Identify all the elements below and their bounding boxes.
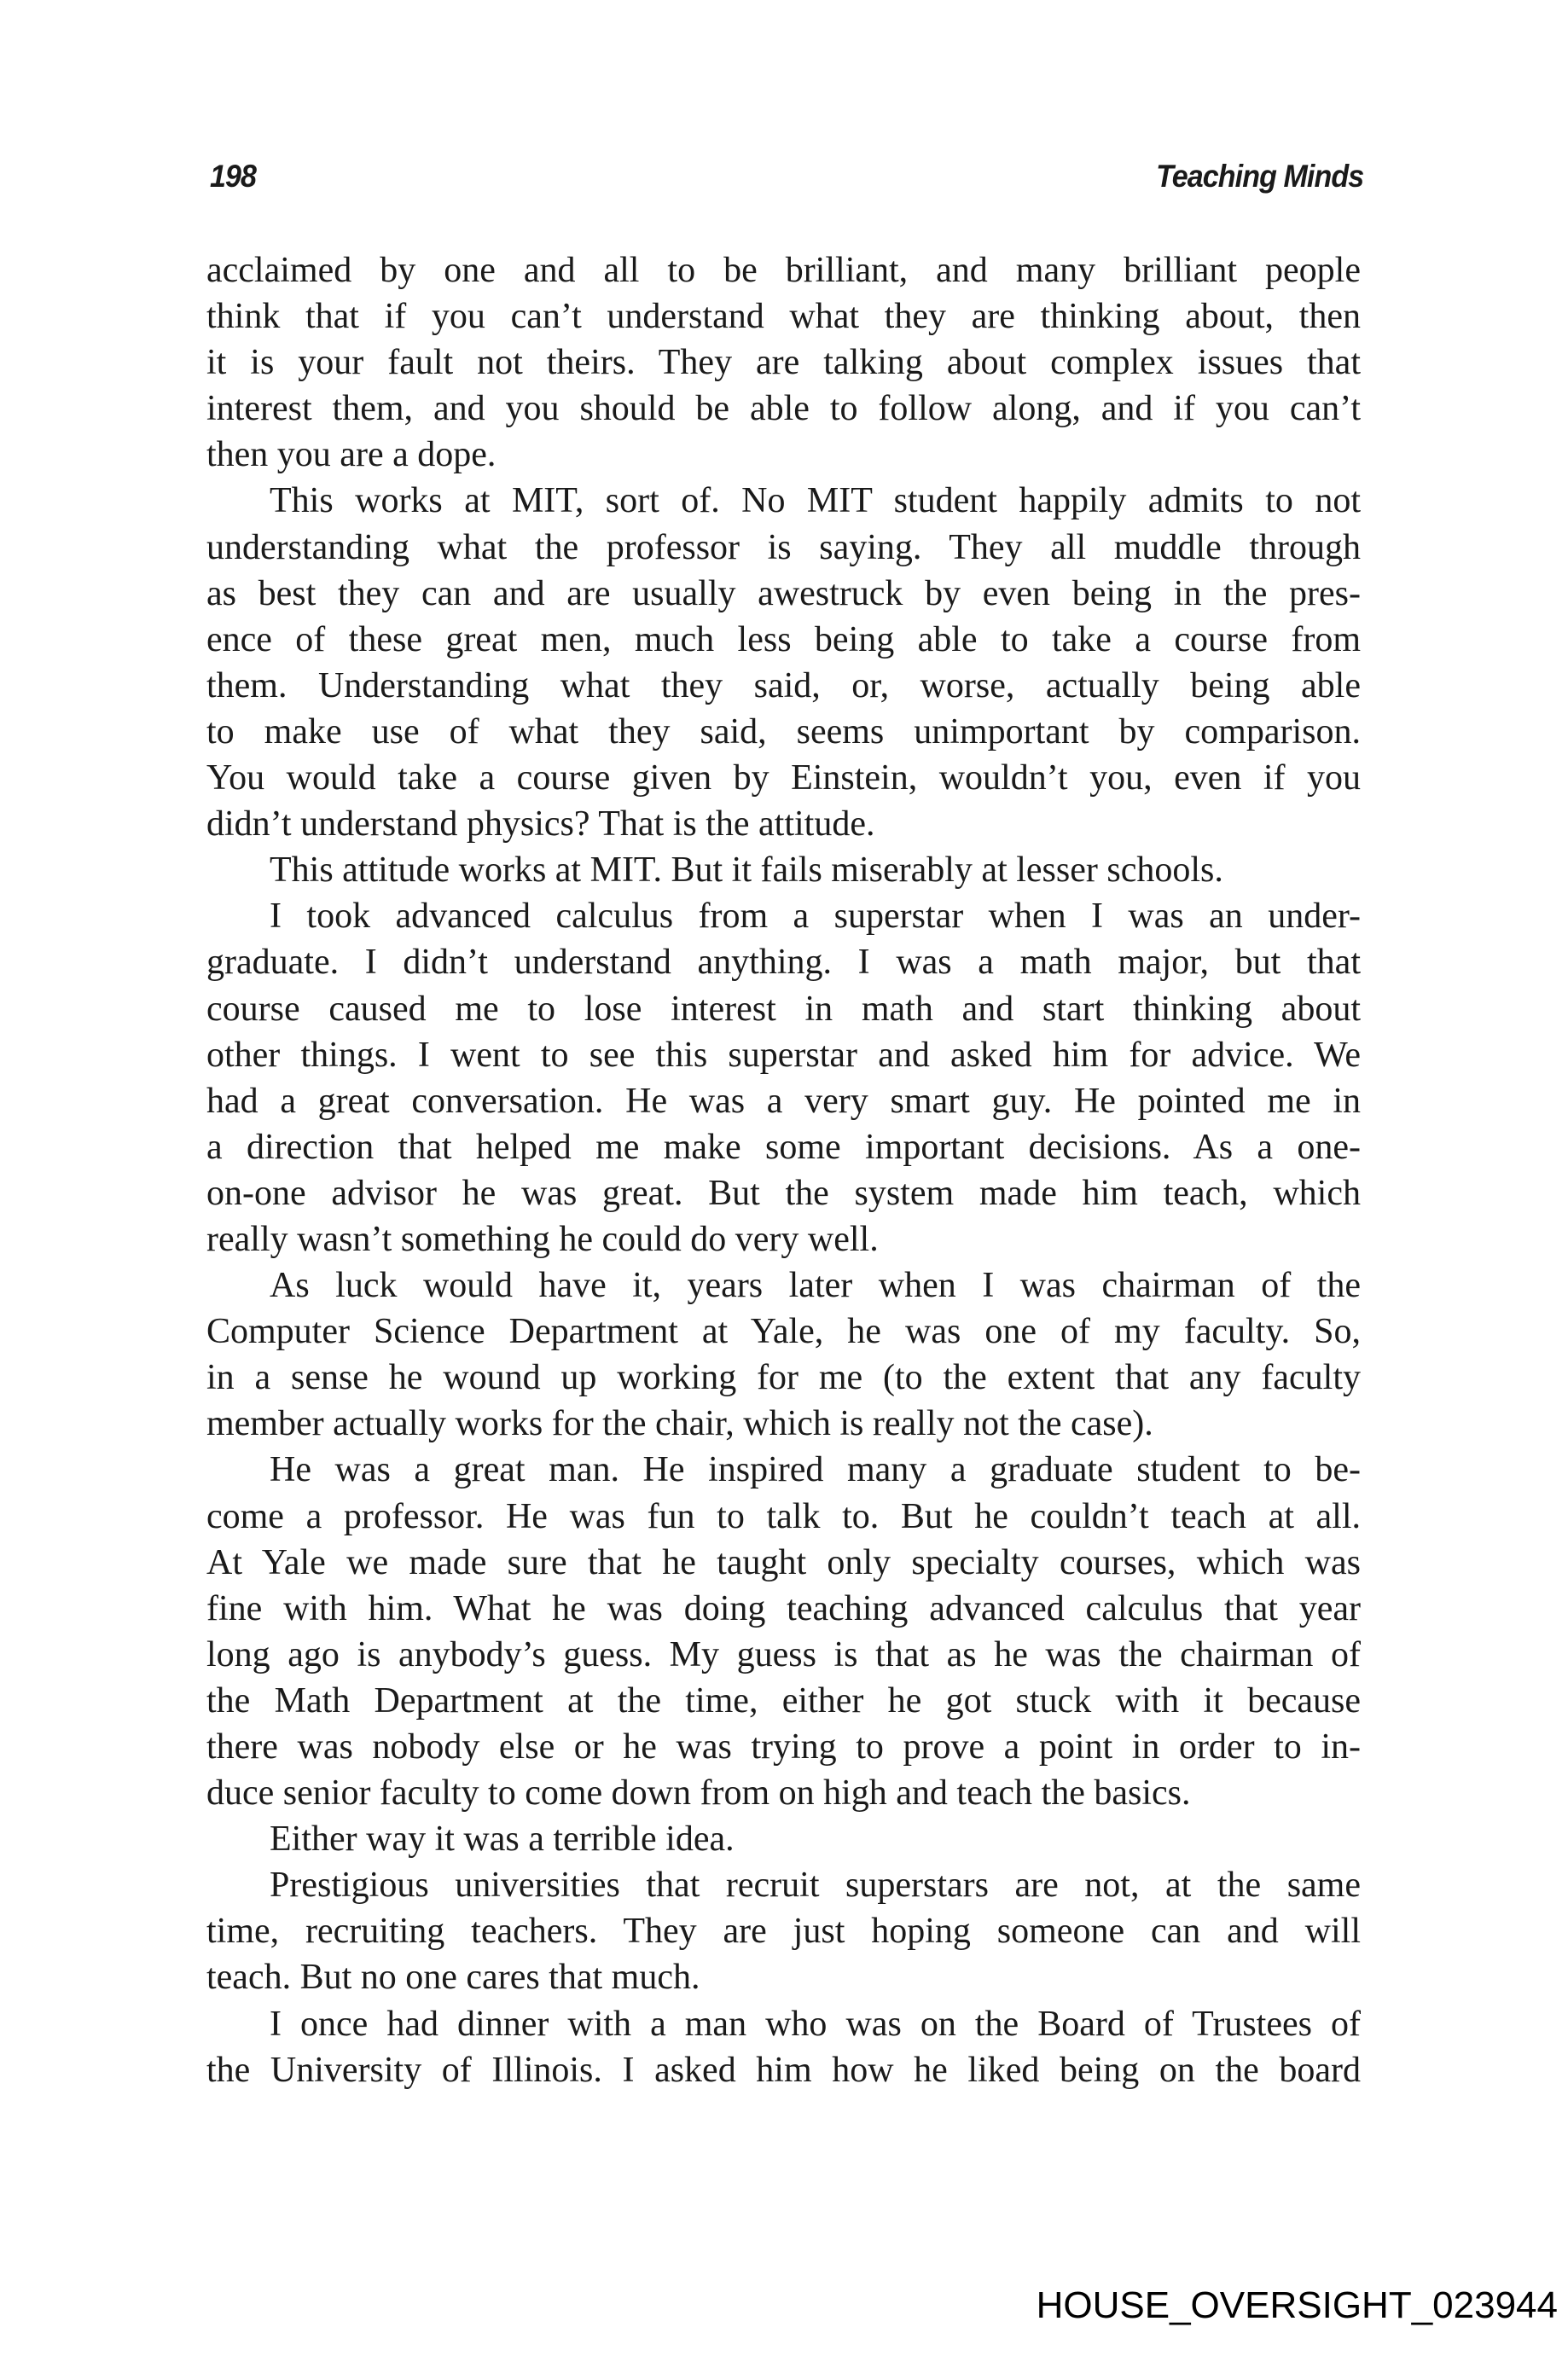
paragraph	[206, 847, 1361, 893]
text-line: course caused me to lose interest in math and start thinking about	[206, 989, 1361, 1029]
paragraph	[206, 893, 1361, 1262]
text-line: I took advanced calculus from a superstar when I was an under-	[270, 897, 1361, 937]
text-line: As luck would have it, years later when I was chairman of the	[270, 1266, 1361, 1306]
text-line: acclaimed by one and all to be brilliant, and many brilliant people	[206, 251, 1361, 290]
text-line: fine with him. What he was doing teaching advanced calculus that year	[206, 1588, 1361, 1628]
text-line: then you are a dope.	[206, 435, 497, 475]
text-line: it is your fault not theirs. They are talking about complex issues that	[206, 343, 1361, 383]
text-line: had a great conversation. He was a very smart guy. He pointed me in	[206, 1081, 1361, 1121]
text-line: understanding what the professor is saying. They all muddle through	[206, 527, 1361, 567]
text-line: long ago is anybody’s guess. My guess is that as he was the chairman of	[206, 1634, 1361, 1674]
paragraph	[206, 247, 1361, 478]
paragraph	[206, 478, 1361, 847]
text-line: This attitude works at MIT. But it fails miserably at lesser schools.	[270, 850, 1223, 891]
body-text	[206, 247, 1361, 2093]
text-line: You would take a course given by Einstein, wouldn’t you, even if you	[206, 758, 1361, 798]
text-line: really wasn’t something he could do very well.	[206, 1219, 879, 1259]
paragraph	[206, 1447, 1361, 1816]
text-line: Computer Science Department at Yale, he was one of my faculty. So,	[206, 1312, 1361, 1352]
text-line: ence of these great men, much less being able to take a course from	[206, 619, 1361, 659]
text-line: interest them, and you should be able to follow along, and if you can’t	[206, 389, 1361, 429]
text-line: time, recruiting teachers. They are just hoping someone can and will	[206, 1912, 1361, 1952]
paragraph	[206, 2001, 1361, 2093]
text-line: to make use of what they said, seems unimportant by comparison.	[206, 711, 1361, 752]
text-line: Either way it was a terrible idea.	[270, 1819, 735, 1860]
text-line: think that if you can’t understand what they are thinking about, then	[206, 297, 1361, 337]
text-line: This works at MIT, sort of. No MIT student happily admits to not	[270, 481, 1361, 521]
text-line: didn’t understand physics? That is the attitude.	[206, 804, 875, 844]
text-line: other things. I went to see this superstar and asked him for advice. We	[206, 1035, 1361, 1075]
text-line: on-one advisor he was great. But the system made him teach, which	[206, 1173, 1361, 1213]
text-line: duce senior faculty to come down from on high and teach the basics.	[206, 1773, 1191, 1814]
text-line: Prestigious universities that recruit superstars are not, at the same	[270, 1866, 1361, 1906]
text-line: At Yale we made sure that he taught only specialty courses, which was	[206, 1542, 1361, 1582]
running-title: Teaching Minds	[1155, 159, 1363, 194]
paragraph	[206, 1262, 1361, 1447]
text-line: as best they can and are usually awestruck by even being in the pres-	[206, 573, 1361, 613]
text-line: them. Understanding what they said, or, worse, actually being able	[206, 665, 1361, 705]
text-line: in a sense he wound up working for me (to the extent that any faculty	[206, 1358, 1361, 1398]
paragraph	[206, 1816, 1361, 1862]
text-line: the University of Illinois. I asked him how he liked being on the board	[206, 2050, 1361, 2090]
text-line: a direction that helped me make some important decisions. As a one-	[206, 1127, 1361, 1167]
text-line: come a professor. He was fun to talk to. But he couldn’t teach at all.	[206, 1496, 1361, 1536]
page-number: 198	[210, 159, 257, 194]
text-line: graduate. I didn’t understand anything. I was a math major, but that	[206, 943, 1361, 983]
text-line: I once had dinner with a man who was on the Board of Trustees of	[270, 2004, 1361, 2044]
bates-stamp: HOUSE_OVERSIGHT_023944	[1036, 2284, 1558, 2326]
paragraph	[206, 1862, 1361, 2000]
text-line: He was a great man. He inspired many a graduate student to be-	[270, 1450, 1361, 1490]
text-line: the Math Department at the time, either he got stuck with it because	[206, 1680, 1361, 1721]
text-line: member actually works for the chair, which is really not the case).	[206, 1404, 1153, 1444]
text-line: there was nobody else or he was trying to prove a point in order to in-	[206, 1727, 1361, 1767]
text-line: teach. But no one cares that much.	[206, 1958, 700, 1998]
